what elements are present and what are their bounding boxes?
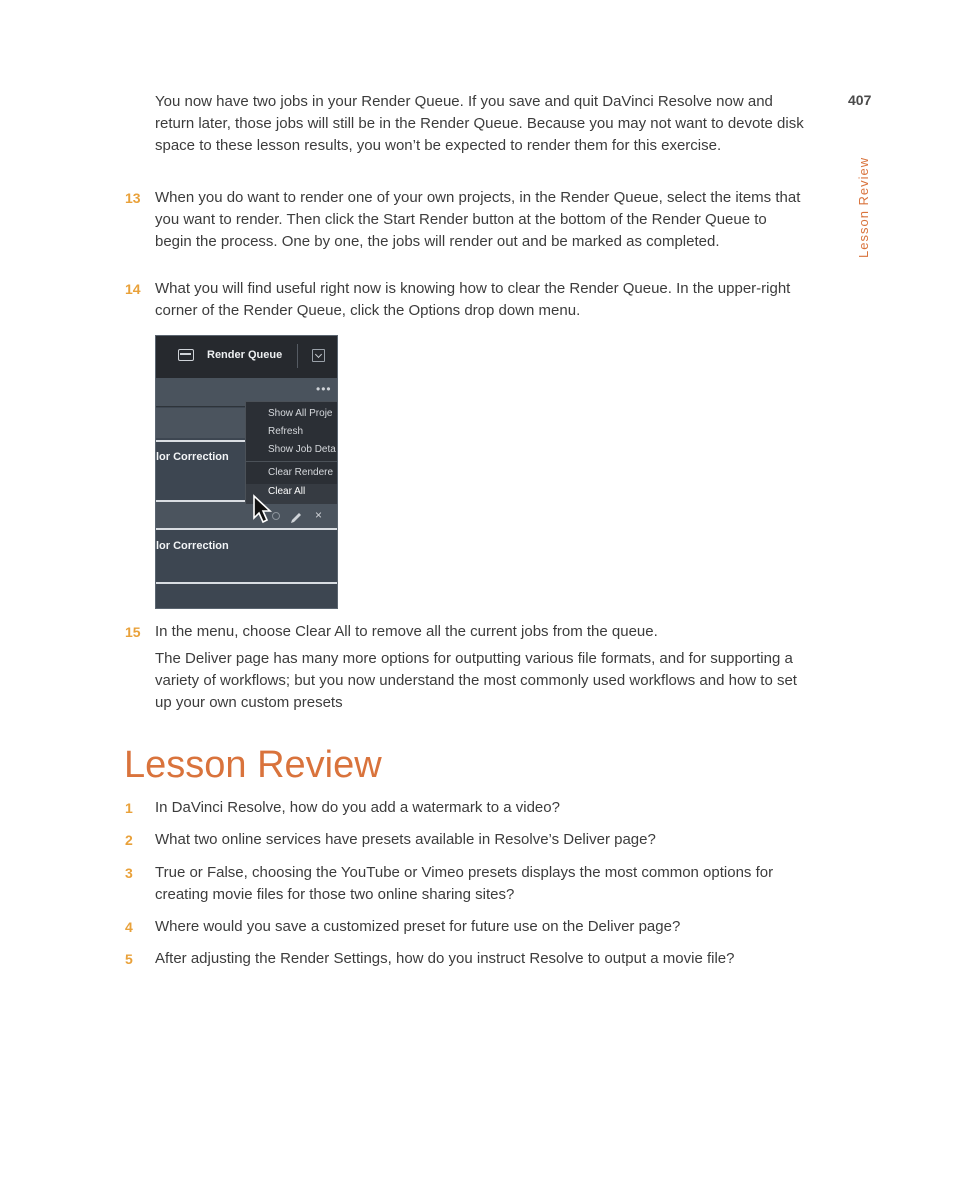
mouse-cursor-icon	[252, 494, 274, 524]
menu-item-clear-all[interactable]: Clear All	[268, 486, 306, 497]
question-number: 2	[125, 832, 133, 848]
menu-item-clear-rendered[interactable]: Clear Rendere	[268, 467, 334, 478]
row-divider	[156, 528, 338, 530]
lesson-review-heading: Lesson Review	[124, 744, 382, 786]
question-number: 1	[125, 800, 133, 816]
question-text: True or False, choosing the YouTube or Vimeo presets displays the most common options for creating movie files for those two online sharing sites?	[155, 864, 774, 903]
step-text: What you will find useful right now is knowing how to clear the Render Queue. In the upper-right corner of the Render Queue, click the Options drop down menu.	[155, 280, 791, 319]
step-text: When you do want to render one of your own projects, in the Render Queue, select the items that you want to render. Then click the Start Render button at the bottom of the Render Queue to begin the process. One by one, the jobs will render out and be marked as completed.	[155, 189, 801, 250]
menu-item-show-job-details[interactable]: Show Job Deta	[268, 444, 336, 455]
menu-item-refresh[interactable]: Refresh	[268, 426, 304, 437]
step-text: In the menu, choose Clear All to remove all the current jobs from the queue.	[155, 623, 658, 640]
step-number: 13	[125, 190, 141, 206]
question-text: In DaVinci Resolve, how do you add a watermark to a video?	[155, 799, 560, 816]
intro-paragraph: You now have two jobs in your Render Queue. If you save and quit DaVinci Resolve now and return later, those jobs will still be in the Render Queue. Because you may not want to devote disk space to these lesson results, you won’t be expected to render them for this exercise.	[155, 93, 804, 154]
menu-separator	[246, 461, 338, 462]
page-number: 407	[848, 92, 872, 108]
panel-header	[156, 336, 338, 378]
closing-paragraph: The Deliver page has many more options for outputting various file formats, and for supporting a variety of workflows; but you now understand the most commonly used workflows and how to set up your own custom presets	[155, 650, 797, 711]
step-number: 15	[125, 624, 141, 640]
section-side-label: Lesson Review	[856, 156, 871, 258]
options-menu	[245, 401, 338, 504]
close-icon[interactable]: ×	[315, 508, 323, 522]
pencil-icon[interactable]	[289, 511, 303, 525]
question-number: 5	[125, 951, 133, 967]
question-text: After adjusting the Render Settings, how do you instruct Resolve to output a movie file?	[155, 950, 735, 967]
more-options-icon[interactable]: •••	[316, 382, 332, 396]
header-divider	[297, 344, 298, 368]
step-number: 14	[125, 281, 141, 297]
question-number: 3	[125, 865, 133, 881]
menu-item-show-all-projects[interactable]: Show All Proje	[268, 408, 333, 419]
job-label: lor Correction	[156, 540, 229, 552]
job-row	[156, 502, 338, 528]
render-queue-icon	[178, 349, 194, 361]
row-divider	[156, 582, 338, 584]
render-queue-screenshot	[155, 335, 338, 609]
question-text: What two online services have presets available in Resolve’s Deliver page?	[155, 831, 656, 848]
job-label: lor Correction	[156, 451, 229, 463]
question-text: Where would you save a customized preset for future use on the Deliver page?	[155, 918, 681, 935]
render-queue-title: Render Queue	[207, 349, 283, 361]
options-dropdown-button[interactable]	[312, 349, 325, 362]
question-number: 4	[125, 919, 133, 935]
